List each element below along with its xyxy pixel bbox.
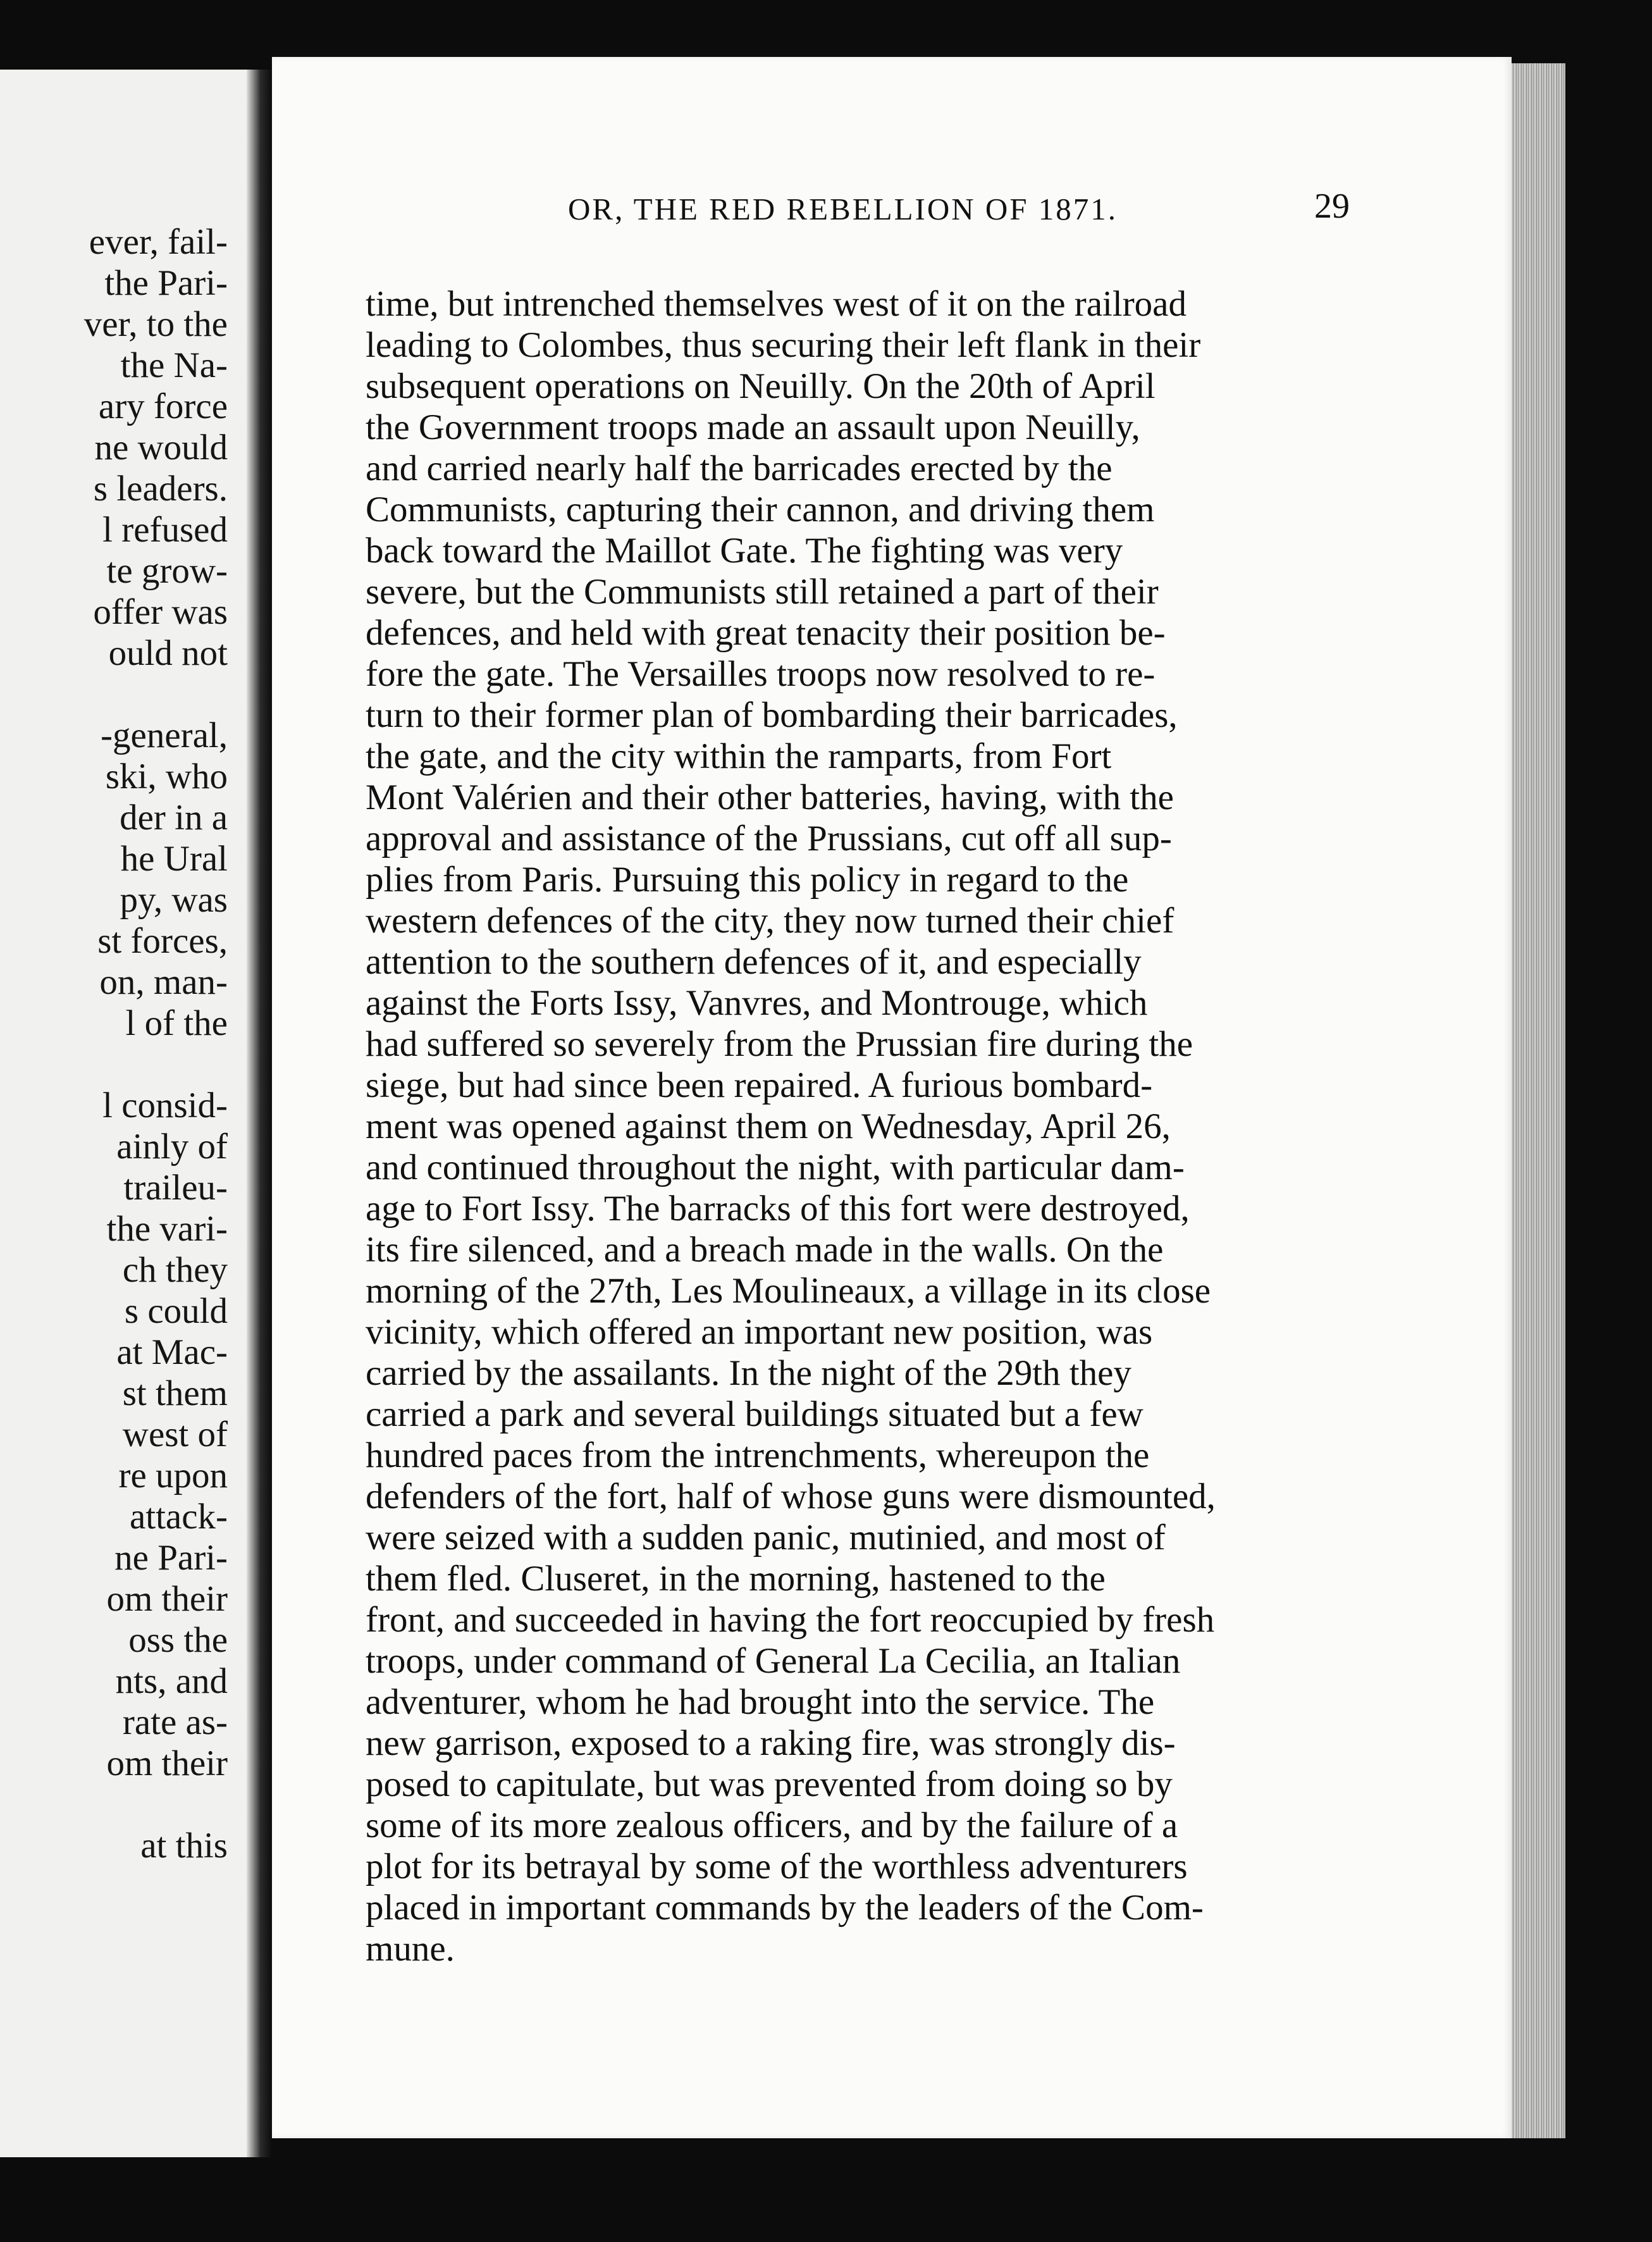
text-line: them fled. Cluseret, in the morning, hastened to the bbox=[366, 1559, 1106, 1599]
left-line: om their bbox=[106, 1579, 228, 1619]
text-line: ment was opened against them on Wednesday, April 26, bbox=[366, 1106, 1171, 1146]
text-line: were seized with a sudden panic, mutinied, and most of bbox=[366, 1518, 1166, 1558]
text-line: attention to the southern defences of it, and especially bbox=[366, 942, 1142, 982]
left-line: he Ural bbox=[120, 839, 228, 879]
left-line: rate as- bbox=[122, 1702, 228, 1742]
text-line: carried by the assailants. In the night of the 29th they bbox=[366, 1353, 1131, 1393]
left-line: om their bbox=[106, 1743, 228, 1783]
left-line: the vari- bbox=[106, 1209, 228, 1249]
left-line: ch they bbox=[122, 1250, 228, 1290]
text-line: carried a park and several buildings situated but a few bbox=[366, 1394, 1143, 1434]
left-line: s leaders. bbox=[93, 469, 228, 509]
text-line: hundred paces from the intrenchments, whereupon the bbox=[366, 1435, 1150, 1475]
left-line: s could bbox=[124, 1291, 228, 1331]
left-line: at this bbox=[140, 1826, 228, 1866]
left-line: the Pari- bbox=[104, 263, 228, 303]
text-line: front, and succeeded in having the fort reoccupied by fresh bbox=[366, 1600, 1215, 1640]
left-line: west of bbox=[122, 1415, 228, 1454]
text-line: Communists, capturing their cannon, and driving them bbox=[366, 490, 1155, 530]
left-line: te grow- bbox=[106, 551, 228, 591]
text-line: fore the gate. The Versailles troops now resolved to re- bbox=[366, 654, 1156, 694]
text-line: Mont Valérien and their other batteries, having, with the bbox=[366, 777, 1174, 817]
text-line: severe, but the Communists still retained a part of their bbox=[366, 572, 1159, 612]
left-line: re upon bbox=[118, 1456, 228, 1496]
text-line: and carried nearly half the barricades erected by the bbox=[366, 449, 1113, 488]
left-line: -general, bbox=[101, 715, 228, 755]
left-line: ne would bbox=[94, 428, 228, 468]
text-line: defenders of the fort, half of whose guns were dismounted, bbox=[366, 1477, 1216, 1516]
left-line: at Mac- bbox=[116, 1332, 228, 1372]
text-line: plot for its betrayal by some of the worthless adventurers bbox=[366, 1847, 1188, 1886]
left-line: ski, who bbox=[105, 757, 228, 796]
text-line: new garrison, exposed to a raking fire, was strongly dis- bbox=[366, 1723, 1176, 1763]
text-line: leading to Colombes, thus securing their left flank in their bbox=[366, 325, 1201, 365]
left-line: l of the bbox=[125, 1003, 228, 1043]
left-line: traileu- bbox=[123, 1168, 228, 1208]
text-line: plies from Paris. Pursuing this policy in regard to the bbox=[366, 860, 1129, 900]
text-line: turn to their former plan of bombarding their barricades, bbox=[366, 695, 1178, 735]
running-title: OR, THE RED REBELLION OF 1871. bbox=[568, 192, 1118, 226]
text-line: troops, under command of General La Cecilia, an Italian bbox=[366, 1641, 1181, 1681]
left-line: py, was bbox=[120, 880, 228, 920]
left-line: nts, and bbox=[115, 1661, 228, 1701]
left-line: ever, fail- bbox=[89, 222, 228, 262]
text-line: morning of the 27th, Les Moulineaux, a village in its close bbox=[366, 1271, 1211, 1311]
book-gutter bbox=[247, 70, 272, 2157]
text-line: approval and assistance of the Prussians, cut off all sup- bbox=[366, 819, 1172, 858]
text-line: adventurer, whom he had brought into the service. The bbox=[366, 1682, 1155, 1722]
running-header bbox=[272, 187, 1512, 235]
text-line: the Government troops made an assault upon Neuilly, bbox=[366, 407, 1140, 447]
text-line: and continued throughout the night, with particular dam- bbox=[366, 1148, 1185, 1187]
text-line: age to Fort Issy. The barracks of this fort were destroyed, bbox=[366, 1189, 1190, 1229]
text-line: defences, and held with great tenacity their position be- bbox=[366, 613, 1166, 653]
page-number: 29 bbox=[1314, 187, 1350, 226]
text-line: vicinity, which offered an important new position, was bbox=[366, 1312, 1153, 1352]
left-line: offer was bbox=[93, 592, 228, 632]
text-line: siege, but had since been repaired. A furious bombard- bbox=[366, 1065, 1153, 1105]
left-line: st forces, bbox=[97, 921, 228, 961]
text-line: some of its more zealous officers, and by the failure of a bbox=[366, 1805, 1178, 1845]
left-line: ould not bbox=[108, 633, 228, 673]
text-line: against the Forts Issy, Vanvres, and Montrouge, which bbox=[366, 983, 1148, 1023]
text-line: back toward the Maillot Gate. The fighting was very bbox=[366, 531, 1123, 571]
left-line: ainly of bbox=[116, 1127, 228, 1167]
text-line: time, but intrenched themselves west of it on the railroad bbox=[366, 284, 1187, 324]
page-edges bbox=[1512, 63, 1565, 2138]
left-line: ne Pari- bbox=[114, 1538, 228, 1578]
text-line: western defences of the city, they now turned their chief bbox=[366, 901, 1174, 941]
text-line: had suffered so severely from the Prussian fire during the bbox=[366, 1024, 1193, 1064]
text-line: mune. bbox=[366, 1929, 455, 1969]
left-line: attack- bbox=[129, 1497, 228, 1537]
text-line: the gate, and the city within the ramparts, from Fort bbox=[366, 736, 1112, 776]
left-line: the Na- bbox=[120, 345, 228, 385]
left-line: l consid- bbox=[102, 1086, 228, 1125]
text-line: its fire silenced, and a breach made in the walls. On the bbox=[366, 1230, 1164, 1270]
text-line: subsequent operations on Neuilly. On the 20th of April bbox=[366, 366, 1156, 406]
left-line: der in a bbox=[120, 798, 228, 838]
left-line: ver, to the bbox=[83, 304, 228, 344]
text-line: posed to capitulate, but was prevented from doing so by bbox=[366, 1764, 1173, 1804]
left-line: st them bbox=[122, 1373, 228, 1413]
text-line: placed in important commands by the leaders of the Com- bbox=[366, 1888, 1204, 1928]
left-line: on, man- bbox=[99, 962, 228, 1002]
left-line: ary force bbox=[98, 387, 228, 426]
left-line: l refused bbox=[102, 510, 228, 550]
left-line: oss the bbox=[128, 1620, 228, 1660]
